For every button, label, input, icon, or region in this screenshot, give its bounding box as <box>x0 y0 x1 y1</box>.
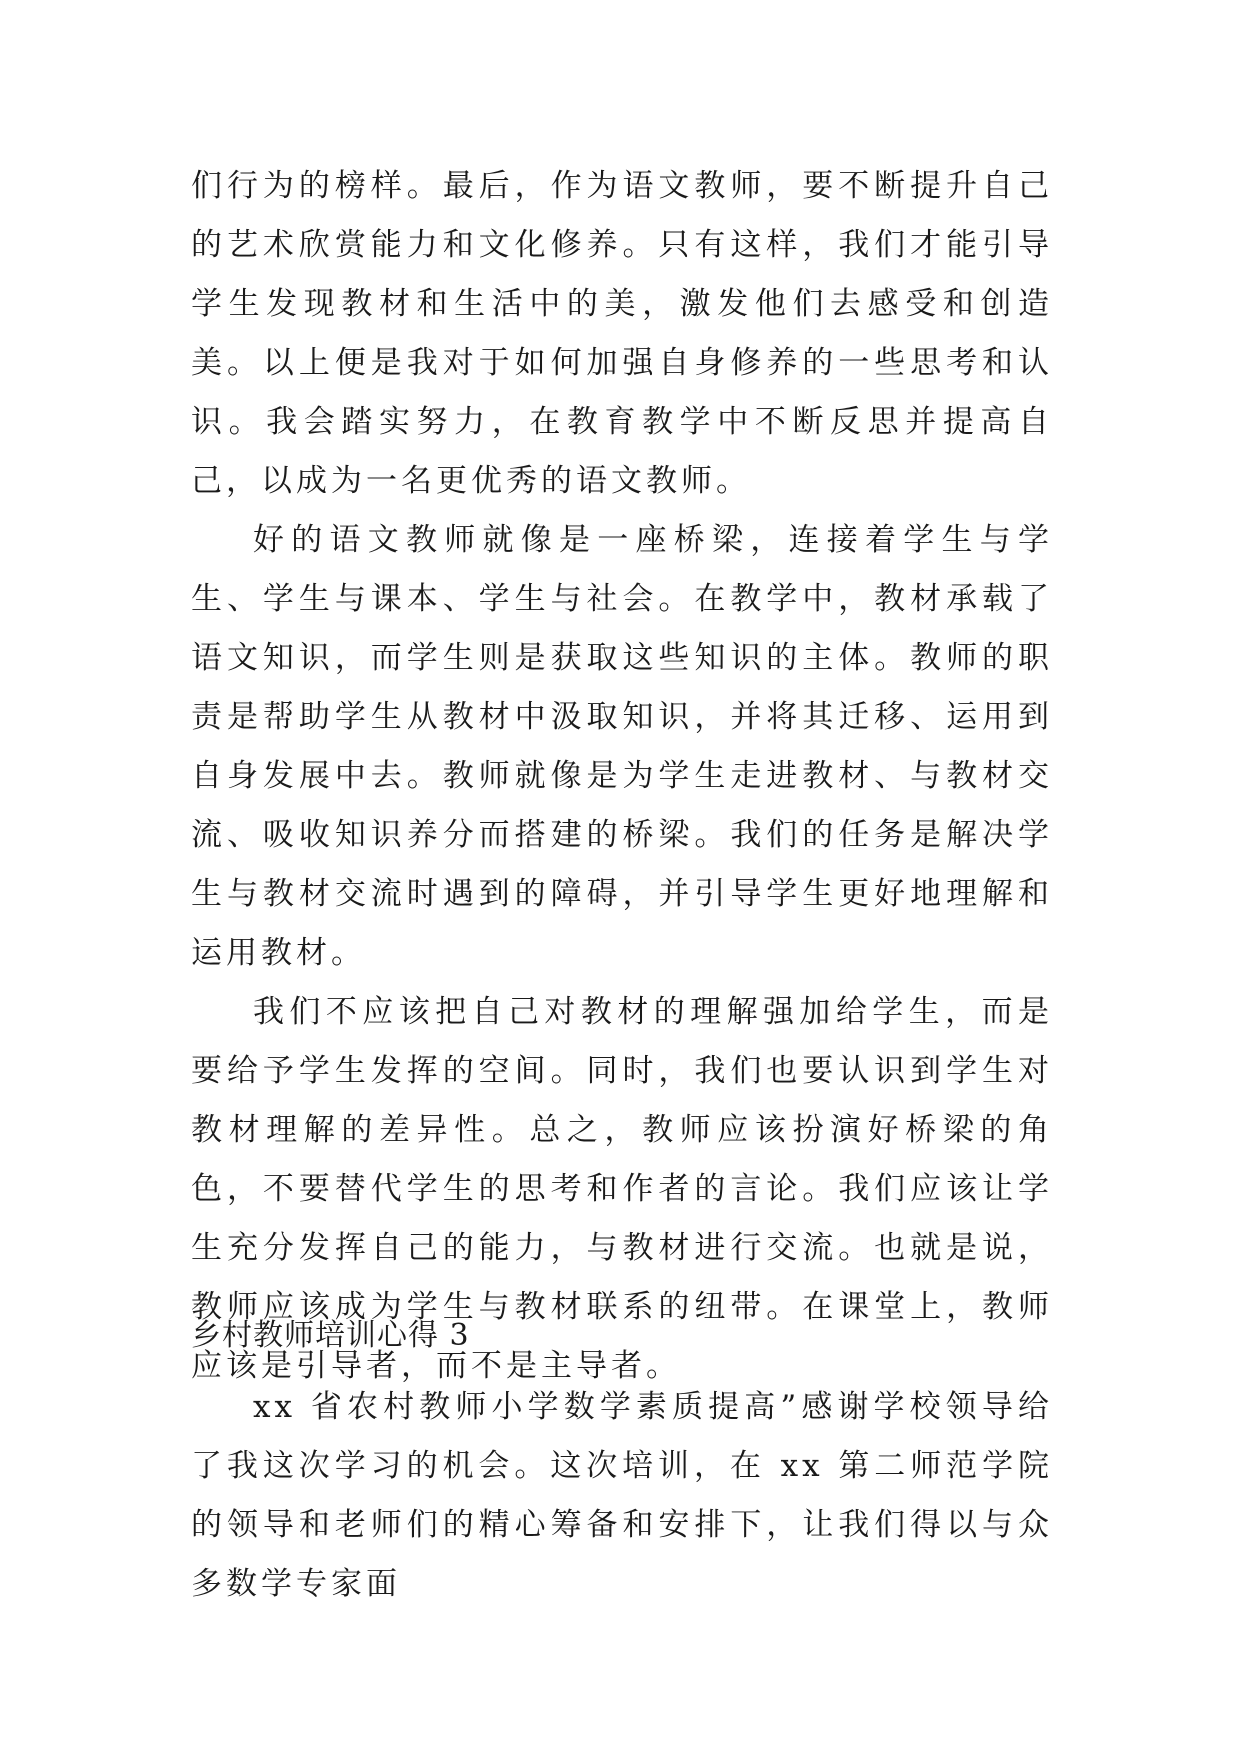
paragraph-bridge: 好的语文教师就像是一座桥梁，连接着学生与学生、学生与课本、学生与社会。在教学中，教材承载了语文知识，而学生则是获取这些知识的主体。教师的职责是帮助学生从教材中汲取知识，并将其迁移、运用到自身发展中去。教师就像是为学生走进教材、与教材交流、吸收知识养分而搭建的桥梁。我们的任务是解决学生与教材交流时遇到的障碍，并引导学生更好地理解和运用教材。 <box>191 522 1053 971</box>
paragraph-training: xx 省农村教师小学数学素质提高”感谢学校领导给了我这次学习的机会。这次培训，在 xx 第二师范学院的领导和老师们的精心筹备和安排下，让我们得以与众多数学专家面 <box>191 1389 1053 1602</box>
body-text-bottom <box>191 1378 1053 1614</box>
paragraph-continuation: 们行为的榜样。最后，作为语文教师，要不断提升自己的艺术欣赏能力和文化修养。只有这样，我们才能引导学生发现教材和生活中的美，激发他们去感受和创造美。以上便是我对于如何加强自身修养的一些思考和认识。我会踏实努力，在教育教学中不断反思并提高自己，以成为一名更优秀的语文教师。 <box>191 168 1053 499</box>
section-heading: 乡村教师培训心得 3 <box>191 1318 470 1353</box>
body-text-top <box>191 157 1053 1396</box>
paragraph-guide: 我们不应该把自己对教材的理解强加给学生，而是要给予学生发挥的空间。同时，我们也要认识到学生对教材理解的差异性。总之，教师应该扮演好桥梁的角色，不要替代学生的思考和作者的言论。我们应该让学生充分发挥自己的能力，与教材进行交流。也就是说，教师应该成为学生与教材联系的纽带。在课堂上，教师应该是引导者，而不是主导者。 <box>191 994 1053 1384</box>
